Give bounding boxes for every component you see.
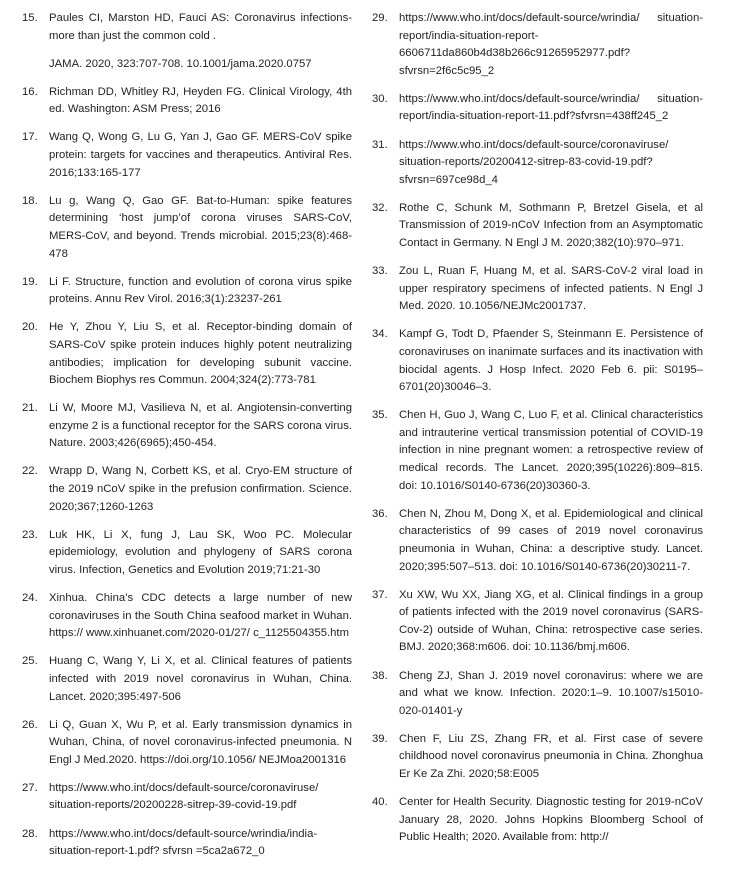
reference-item xyxy=(22,10,352,45)
reference-number: 28. xyxy=(22,827,38,840)
reference-number: 16. xyxy=(22,85,38,98)
reference-item xyxy=(22,653,352,706)
reference-text: Li W, Moore MJ, Vasilieva N, et al. Angiotensin-converting enzyme 2 is a functional receptor for the SARS corona virus. Nature. 2003;426(6965);450-454. xyxy=(49,402,352,450)
reference-number: 38. xyxy=(372,669,388,682)
reference-number: 18. xyxy=(22,194,38,207)
reference-number: 31. xyxy=(372,138,388,151)
reference-column-left xyxy=(22,10,352,871)
reference-text: JAMA. 2020, 323:707-708. 10.1001/jama.2020.0757 xyxy=(49,57,312,70)
reference-number: 27. xyxy=(22,781,38,794)
reference-number: 19. xyxy=(22,275,38,288)
reference-number: 25. xyxy=(22,655,38,668)
reference-item xyxy=(372,10,703,80)
reference-text: Chen H, Guo J, Wang C, Luo F, et al. Clinical characteristics and intrauterine vertical transmission potential of COVID-19 infection in nine pregnant women: a retrospective review of medical records. The Lancet. 2020;395(10226):809–815. doi: 10.1016/S0140-6736(20)30360-3. xyxy=(399,409,703,492)
reference-column-right xyxy=(372,10,703,857)
reference-text: Luk HK, Li X, fung J, Lau SK, Woo PC. Molecular epidemiology, evolution and phylogeny of SARS corona virus. Infection, Genetics and Evolution 2019;71:21-30 xyxy=(49,528,352,576)
reference-number: 35. xyxy=(372,409,388,422)
reference-text: Wang Q, Wong G, Lu G, Yan J, Gao GF. MERS-CoV spike protein: targets for vaccines and therapeutics. Antiviral Res. 2016;133:165-177 xyxy=(49,131,352,179)
reference-item xyxy=(372,794,703,847)
reference-text: Chen F, Liu ZS, Zhang FR, et al. First case of severe childhood novel coronavirus pneumonia in China. Zhonghua Er Ke Za Zhi. 2020;58:E005 xyxy=(399,732,703,780)
reference-number: 34. xyxy=(372,328,388,341)
reference-number: 22. xyxy=(22,465,38,478)
reference-item xyxy=(372,506,703,576)
reference-item xyxy=(372,200,703,253)
reference-text: https://www.who.int/docs/default-source/wrindia/ situation-report/india-situation-report-6606711da860b4d38b266c91265952977.pdf?sfvrsn=2f6c5c95_2 xyxy=(399,12,703,77)
reference-text: https://www.who.int/docs/default-source/wrindia/india-situation-report-1.pdf? sfvrsn =5ca2a672_0 xyxy=(49,827,318,858)
reference-item xyxy=(372,91,703,126)
reference-text: https://www.who.int/docs/default-source/wrindia/ situation-report/india-situation-report-11.pdf?sfvrsn=438ff245_2 xyxy=(399,92,703,123)
reference-text: Lu g, Wang Q, Gao GF. Bat-to-Human: spike features determining ‘host jump’of corona viruses SARS-CoV, MERS-CoV, and beyond. Trends microbial. 2015;23(8):468-478 xyxy=(49,194,352,260)
reference-text: Zou L, Ruan F, Huang M, et al. SARS-CoV-2 viral load in upper respiratory specimens of infected patients. N Engl J Med. 2020. 10.1056/NEJMc2001737. xyxy=(399,265,703,313)
reference-number: 39. xyxy=(372,732,388,745)
reference-text: Center for Health Security. Diagnostic testing for 2019-nCoV January 28, 2020. Johns Hopkins Bloomberg School of Public Health; 2020. Available from: http:// xyxy=(399,796,703,844)
reference-text: Chen N, Zhou M, Dong X, et al. Epidemiological and clinical characteristics of 99 cases of 2019 novel coronavirus pneumonia in Wuhan, China: a descriptive study. Lancet. 2020;395:507–513. doi: 10.1016/S0140-6736(20)30211-7. xyxy=(399,507,703,573)
reference-number: 37. xyxy=(372,588,388,601)
reference-item xyxy=(22,274,352,309)
reference-text: https://www.who.int/docs/default-source/coronaviruse/ situation-reports/20200412-sitrep-83-covid-19.pdf?sfvrsn=697ce98d_4 xyxy=(399,138,669,186)
reference-item xyxy=(372,263,703,316)
reference-text: Wrapp D, Wang N, Corbett KS, et al. Cryo-EM structure of the 2019 nCoV spike in the prefusion confirmation. Science. 2020;367;1260-1263 xyxy=(49,465,352,513)
reference-text: Huang C, Wang Y, Li X, et al. Clinical features of patients infected with 2019 novel coronavirus in Wuhan, China. Lancet. 2020;395:497-506 xyxy=(49,655,352,703)
reference-number: 24. xyxy=(22,592,38,605)
reference-text: Paules CI, Marston HD, Fauci AS: Coronavirus infections-more than just the common cold . xyxy=(49,12,352,42)
reference-number: 21. xyxy=(22,402,38,415)
reference-number: 20. xyxy=(22,321,38,334)
reference-item xyxy=(22,193,352,263)
reference-number: 29. xyxy=(372,12,388,24)
reference-text: https://www.who.int/docs/default-source/coronaviruse/ situation-reports/20200228-sitrep-39-covid-19.pdf xyxy=(49,781,319,812)
reference-item xyxy=(372,137,703,190)
reference-text: Richman DD, Whitley RJ, Heyden FG. Clinical Virology, 4th ed. Washington: ASM Press; 2016 xyxy=(49,85,352,116)
reference-item xyxy=(22,717,352,770)
reference-item xyxy=(22,527,352,580)
reference-text: Li Q, Guan X, Wu P, et al. Early transmission dynamics in Wuhan, China, of novel coronavirus-infected pneumonia. N Engl J Med.2020. https://doi.org/10.1056/ NEJMoa2001316 xyxy=(49,718,352,766)
reference-number: 40. xyxy=(372,796,388,809)
reference-item xyxy=(22,463,352,516)
reference-item xyxy=(22,129,352,182)
reference-text: Kampf G, Todt D, Pfaender S, Steinmann E. Persistence of coronaviruses on inanimate surfaces and its inactivation with biocidal agents. J Hosp Infect. 2020 Feb 6. pii: S0195–6701(20)30046–3. xyxy=(399,328,703,394)
reference-item xyxy=(22,400,352,453)
reference-item xyxy=(22,780,352,815)
reference-item xyxy=(372,587,703,657)
reference-item xyxy=(22,56,352,74)
reference-number: 32. xyxy=(372,201,388,214)
reference-number: 33. xyxy=(372,265,388,278)
reference-number: 23. xyxy=(22,528,38,541)
reference-text: He Y, Zhou Y, Liu S, et al. Receptor-binding domain of SARS-CoV spike protein induces highly potent neutralizing antibodies; implication for developing subunit vaccine. Biochem Biophys res Commun. 2004;324(2):773-781 xyxy=(49,321,352,387)
reference-item xyxy=(372,731,703,784)
reference-item xyxy=(372,407,703,495)
reference-number: 36. xyxy=(372,507,388,520)
reference-number: 26. xyxy=(22,718,38,731)
reference-number: 30. xyxy=(372,92,388,105)
reference-item xyxy=(22,319,352,389)
reference-text: Cheng ZJ, Shan J. 2019 novel coronavirus: where we are and what we know. Infection. 2020:1–9. 10.1007/s15010-020-01401-y xyxy=(399,669,703,717)
reference-text: Rothe C, Schunk M, Sothmann P, Bretzel Gisela, et al Transmission of 2019-nCoV Infection from an Asymptomatic Contact in Germany. N Engl J M. 2020;382(10):970–971. xyxy=(399,201,703,250)
reference-item xyxy=(372,668,703,721)
reference-item xyxy=(22,826,352,861)
reference-item xyxy=(22,590,352,643)
reference-text: Xu XW, Wu XX, Jiang XG, et al. Clinical findings in a group of patients infected with the 2019 novel coronavirus (SARS-Cov-2) outside of Wuhan, China: retrospective case series. BMJ. 2020;368:m606. doi: 10.1136/bmj.m606. xyxy=(399,588,703,654)
reference-number: 15. xyxy=(22,12,38,24)
reference-item xyxy=(372,326,703,396)
reference-text: Li F. Structure, function and evolution of corona virus spike proteins. Annu Rev Virol. 2016;3(1):23237-261 xyxy=(49,275,352,306)
reference-text: Xinhua. China’s CDC detects a large number of new coronaviruses in the South China seafood market in Wuhan. https:// www.xinhuanet.com/2020-01/27/ c_1125504355.htm xyxy=(49,592,352,640)
reference-item xyxy=(22,84,352,119)
reference-number: 17. xyxy=(22,131,38,144)
